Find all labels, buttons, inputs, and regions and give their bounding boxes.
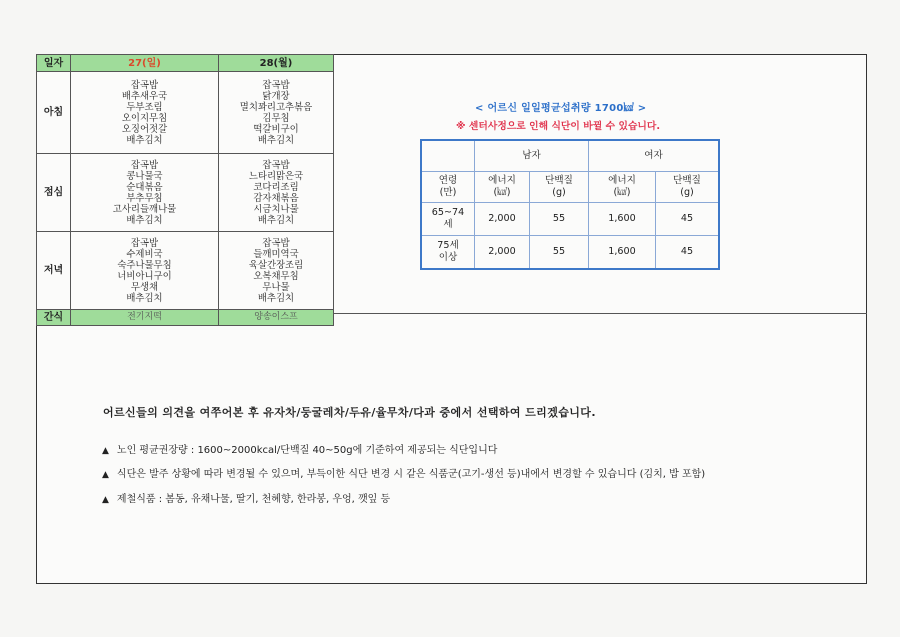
header-line: 에너지 <box>488 175 516 186</box>
dish: 배추김치 <box>126 214 163 226</box>
note-item <box>102 441 497 456</box>
dish: 잡곡밥 <box>130 79 159 91</box>
dish: 들깨미역국 <box>253 248 299 260</box>
dish: 무나물 <box>262 281 290 293</box>
triangle-bullet-icon: ▲ <box>102 446 109 456</box>
snack-row <box>37 310 334 326</box>
age-line: 이상 <box>438 252 458 263</box>
dish: 느타리맑은국 <box>248 170 304 182</box>
age-line: 75세 <box>437 240 459 251</box>
dish: 코다리조림 <box>253 181 299 193</box>
dish: 시금치나물 <box>253 203 299 215</box>
menu-cell <box>71 72 219 154</box>
age-cell <box>421 203 475 236</box>
empty-cell <box>421 140 475 172</box>
meal-label: 간식 <box>37 310 71 326</box>
male-energy: 2,000 <box>475 203 530 236</box>
header-line: (㎉) <box>493 187 511 198</box>
dish: 배추김치 <box>126 292 163 304</box>
snack-day2: 양송이스프 <box>219 310 334 326</box>
note-text: 노인 평균권장량 : 1600~2000kcal/단백질 40~50g에 기준하여 제공되는 식단입니다 <box>116 445 498 456</box>
dish: 떡갈비구이 <box>253 123 299 135</box>
dish: 오징어젓갈 <box>121 123 168 135</box>
dish: 배추김치 <box>257 292 295 304</box>
menu-cell <box>219 232 334 310</box>
female-protein: 45 <box>656 236 720 270</box>
menu-cell <box>71 154 219 232</box>
menu-change-notice: ※ 센터사정으로 인해 식단이 바뀔 수 있습니다. <box>456 121 661 132</box>
dish: 잡곡밥 <box>262 237 290 249</box>
dish: 부추무침 <box>126 192 163 204</box>
male-energy: 2,000 <box>475 236 530 270</box>
note-text: 제철식품 : 봄동, 유채나물, 딸기, 천혜향, 한라봉, 우엉, 깻잎 등 <box>116 494 391 505</box>
dish: 배추김치 <box>257 134 295 146</box>
age-header-line: (만) <box>439 187 457 198</box>
dish: 김무침 <box>262 112 290 124</box>
triangle-bullet-icon: ▲ <box>102 470 109 480</box>
age-cell <box>421 236 475 270</box>
age-header <box>421 172 475 203</box>
dish: 잡곡밥 <box>130 237 159 249</box>
dish: 숙주나물무침 <box>117 259 172 271</box>
female-protein: 45 <box>656 203 720 236</box>
menu-cell <box>219 72 334 154</box>
male-protein: 55 <box>530 203 589 236</box>
tea-selection-statement: 어르신들의 의견을 여쭈어본 후 유자차/둥굴레차/두유/율무차/다과 중에서 선택하여 드리겠습니다. <box>103 406 596 419</box>
dinner-row <box>37 232 334 310</box>
day2-header: 28(월) <box>219 55 334 72</box>
header-line: (㎉) <box>613 187 631 198</box>
meal-label: 점심 <box>37 154 71 232</box>
menu-header-row <box>37 55 334 72</box>
header-line: (g) <box>680 187 694 198</box>
age-line: 세 <box>443 219 453 230</box>
female-energy: 1,600 <box>589 236 656 270</box>
intake-table <box>420 139 720 270</box>
dish: 두부조림 <box>126 101 163 113</box>
dish: 배추새우국 <box>121 90 168 102</box>
female-energy-header <box>589 172 656 203</box>
breakfast-row <box>37 72 334 154</box>
dish: 잡곡밥 <box>262 79 290 91</box>
intake-column-row <box>421 172 719 203</box>
snack-day1: 전기지떡 <box>71 310 219 326</box>
dish: 수제비국 <box>126 248 163 260</box>
dish: 무생채 <box>130 281 159 293</box>
intake-row-65-74 <box>421 203 719 236</box>
date-label: 일자 <box>37 55 71 72</box>
note-item <box>102 490 390 505</box>
female-protein-header <box>656 172 720 203</box>
header-line: 단백질 <box>673 175 701 186</box>
male-protein: 55 <box>530 236 589 270</box>
meal-label: 아침 <box>37 72 71 154</box>
dish: 배추김치 <box>257 214 295 226</box>
header-line: (g) <box>552 187 566 198</box>
dish: 닭개장 <box>262 90 290 102</box>
intake-title: < 어르신 일일평균섭취량 1700㎉ > <box>475 103 647 114</box>
dish: 콩나물국 <box>126 170 163 182</box>
male-group: 남자 <box>475 140 589 172</box>
intake-row-75-plus <box>421 236 719 270</box>
age-header-line: 연령 <box>438 175 458 186</box>
dish: 오이지무침 <box>121 112 168 124</box>
menu-cell <box>71 232 219 310</box>
day1-header: 27(일) <box>71 55 219 72</box>
note-text: 식단은 발주 상황에 따라 변경될 수 있으며, 부득이한 식단 변경 시 같은 식품군(고기-생선 등)내에서 변경할 수 있습니다 (김치, 밥 포함) <box>116 469 706 480</box>
meal-label: 저녁 <box>37 232 71 310</box>
triangle-bullet-icon: ▲ <box>102 495 109 505</box>
male-protein-header <box>530 172 589 203</box>
menu-cell <box>219 154 334 232</box>
male-energy-header <box>475 172 530 203</box>
dish: 육살간장조림 <box>248 259 304 271</box>
menu-table <box>36 54 334 326</box>
dish: 배추김치 <box>126 134 163 146</box>
dish: 잡곡밥 <box>130 159 159 171</box>
dish: 잡곡밥 <box>262 159 290 171</box>
age-line: 65~74 <box>431 207 465 218</box>
dish: 고사리들깨나물 <box>112 203 177 215</box>
lunch-row <box>37 154 334 232</box>
dish: 감자채볶음 <box>253 192 299 204</box>
dish: 멸치꽈리고추볶음 <box>239 101 313 113</box>
female-energy: 1,600 <box>589 203 656 236</box>
dish: 순대볶음 <box>126 181 163 193</box>
dish: 오복채무침 <box>253 270 299 282</box>
header-line: 에너지 <box>608 175 636 186</box>
dish: 너비아니구이 <box>117 270 172 282</box>
intake-group-row <box>421 140 719 172</box>
female-group: 여자 <box>589 140 720 172</box>
note-item <box>102 465 705 480</box>
header-line: 단백질 <box>545 175 573 186</box>
